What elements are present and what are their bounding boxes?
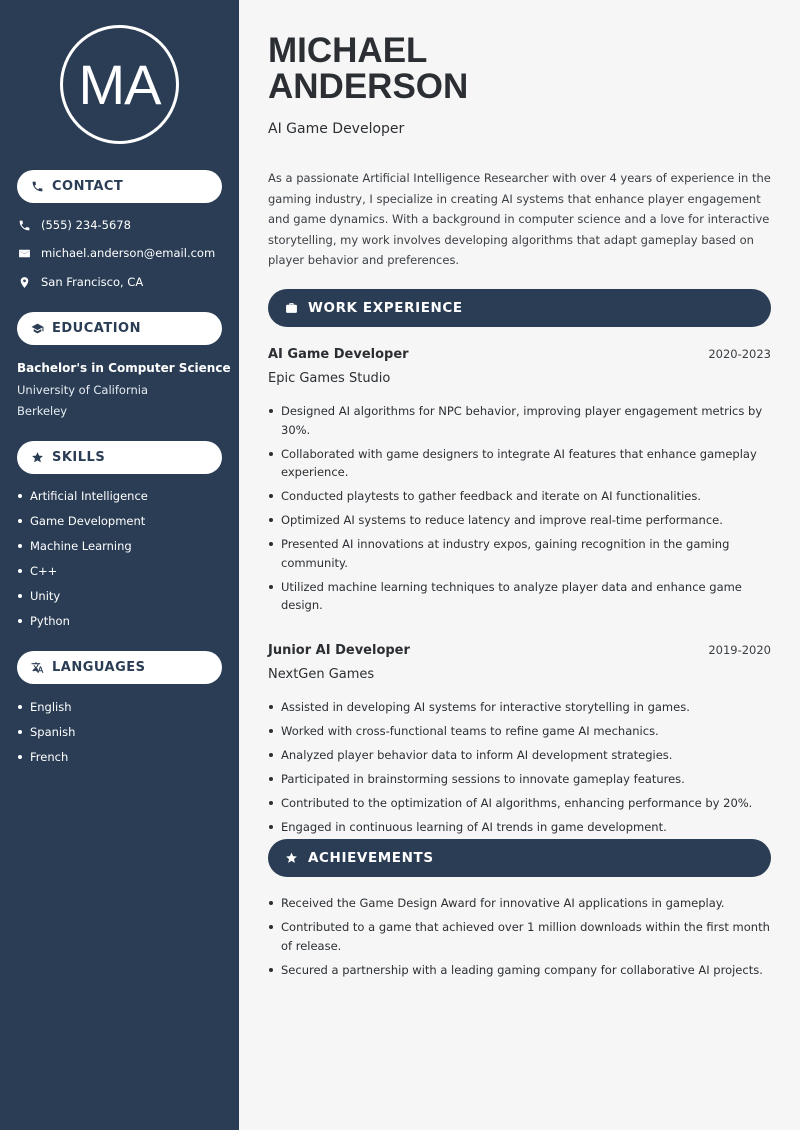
map-pin-icon (17, 275, 31, 289)
skill-item: Game Development (17, 514, 148, 539)
skill-item: Python (17, 614, 148, 639)
contact-phone-text: (555) 234-5678 (41, 218, 131, 232)
contact-heading-label: CONTACT (52, 179, 124, 194)
languages-heading (17, 651, 222, 684)
first-name: MICHAEL (268, 31, 428, 70)
language-item: French (17, 750, 75, 775)
skill-item: Machine Learning (17, 539, 148, 564)
star-icon (285, 852, 298, 865)
job-bullet: Collaborated with game designers to integrate AI features that enhance gameplay experience. (268, 445, 771, 482)
translate-icon (31, 661, 44, 674)
education-school-location: Berkeley (17, 404, 68, 418)
job-bullet: Presented AI innovations at industry expos, gaining recognition in the gaming community. (268, 535, 771, 572)
language-item: English (17, 700, 75, 725)
job-bullet: Assisted in developing AI systems for interactive storytelling in games. (268, 698, 771, 717)
phone-icon (17, 218, 31, 232)
monogram-avatar: MA (60, 25, 179, 144)
job-dates: 2019-2020 (708, 643, 771, 657)
job-bullet: Contributed to the optimization of AI algorithms, enhancing performance by 20%. (268, 794, 771, 813)
job-bullet: Participated in brainstorming sessions to innovate gameplay features. (268, 770, 771, 789)
skills-list (17, 489, 148, 639)
achievements-heading-label: ACHIEVEMENTS (308, 850, 434, 866)
contact-email[interactable] (17, 246, 215, 260)
job-bullet: Analyzed player behavior data to inform AI development strategies. (268, 746, 771, 765)
phone-icon (31, 180, 44, 193)
envelope-icon (17, 246, 31, 260)
achievement-item: Secured a partnership with a leading gaming company for collaborative AI projects. (268, 961, 771, 980)
job-bullet: Conducted playtests to gather feedback and iterate on AI functionalities. (268, 487, 771, 506)
job-company: Epic Games Studio (268, 371, 391, 386)
job-bullet: Utilized machine learning techniques to analyze player data and enhance game design. (268, 578, 771, 615)
job-title: Junior AI Developer (268, 643, 410, 658)
job-bullets (268, 402, 771, 620)
contact-email-text: michael.anderson@email.com (41, 246, 216, 260)
achievements-heading (268, 839, 771, 877)
job-bullet: Worked with cross-functional teams to refine game AI mechanics. (268, 722, 771, 741)
contact-phone[interactable] (17, 218, 131, 232)
skills-heading-label: SKILLS (52, 450, 106, 465)
education-degree: Bachelor's in Computer Science (17, 361, 231, 375)
skills-heading (17, 441, 222, 474)
skill-item: Artificial Intelligence (17, 489, 148, 514)
job-title: AI Game Developer (268, 347, 409, 362)
languages-list (17, 700, 75, 775)
full-name (268, 33, 468, 105)
contact-location-text: San Francisco, CA (41, 275, 144, 289)
languages-heading-label: LANGUAGES (52, 660, 146, 675)
profile-summary: As a passionate Artificial Intelligence Researcher with over 4 years of experience in the gaming industry, I specialize in creating AI systems that enhance player engagement and game dynamics. With a background in computer science and a love for interactive storytelling, my work involves developing algorithms that adapt gameplay based on player behavior and preferences. (268, 171, 771, 267)
sidebar (0, 0, 239, 1130)
graduation-cap-icon (31, 322, 44, 335)
job-bullet: Optimized AI systems to reduce latency and improve real-time performance. (268, 511, 771, 530)
job-role: AI Game Developer (268, 121, 405, 137)
achievement-item: Contributed to a game that achieved over 1 million downloads within the first month of release. (268, 918, 771, 955)
achievement-item: Received the Game Design Award for innovative AI applications in gameplay. (268, 894, 771, 913)
skill-item: C++ (17, 564, 148, 589)
briefcase-icon (285, 302, 298, 315)
job-bullet: Engaged in continuous learning of AI trends in game development. (268, 818, 771, 837)
work-experience-heading (268, 289, 771, 327)
star-icon (31, 451, 44, 464)
language-item: Spanish (17, 725, 75, 750)
job-bullet: Designed AI algorithms for NPC behavior, improving player engagement metrics by 30%. (268, 402, 771, 439)
education-heading-label: EDUCATION (52, 321, 141, 336)
work-experience-heading-label: WORK EXPERIENCE (308, 300, 463, 316)
job-company: NextGen Games (268, 667, 375, 682)
last-name: ANDERSON (268, 67, 469, 106)
contact-heading (17, 170, 222, 203)
job-dates: 2020-2023 (708, 347, 771, 361)
achievements-list (268, 894, 771, 985)
skill-item: Unity (17, 589, 148, 614)
contact-location (17, 275, 143, 289)
education-school: University of California (17, 383, 149, 397)
job-bullets (268, 698, 771, 842)
education-heading (17, 312, 222, 345)
